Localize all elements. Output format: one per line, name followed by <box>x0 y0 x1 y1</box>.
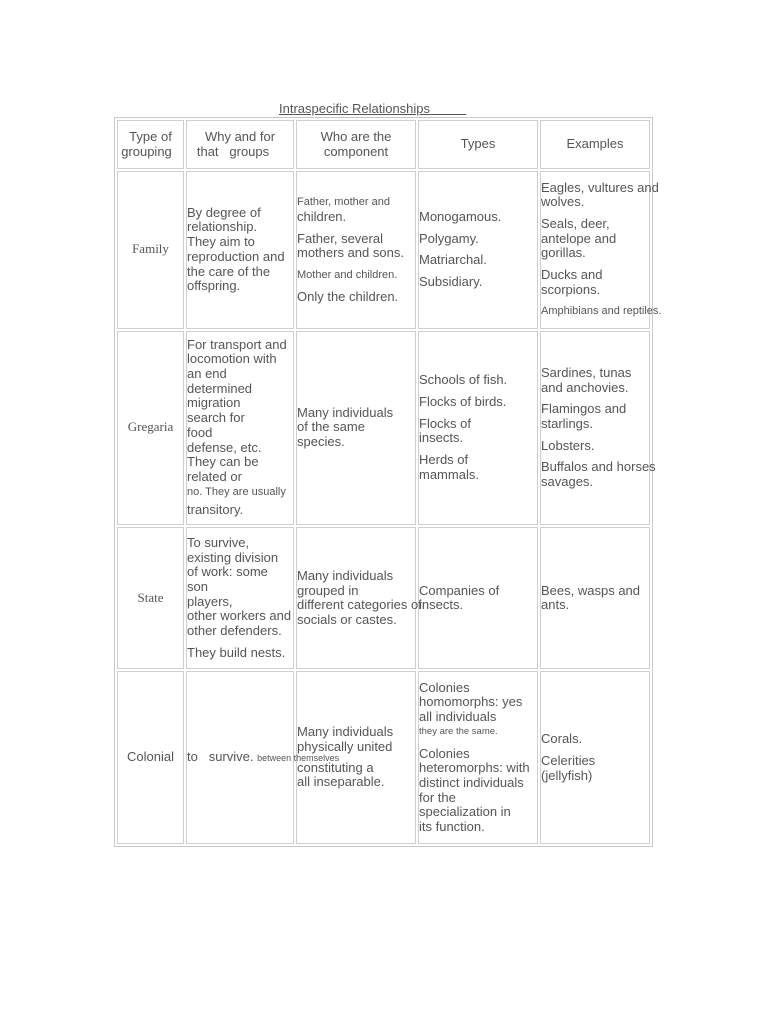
table-row-colonial <box>117 671 650 844</box>
family-examples-cell: Eagles, vultures and wolves. Seals, deer, antelope and gorillas. Ducks and scorpions. Amphibians and reptiles. <box>540 171 650 328</box>
state-why-cell: To survive, existing division of work: some son players, other workers and other defenders. They build nests. <box>186 527 294 669</box>
header-type-of-grouping: Type of grouping <box>117 120 184 169</box>
table-row-gregaria <box>117 331 650 526</box>
colonial-who-cell: Many individuals physically united constituting a all inseparable. <box>296 671 416 844</box>
family-types-cell: Monogamous. Polygamy. Matriarchal. Subsidiary. <box>418 171 538 328</box>
colonial-types-cell: Colonies homomorphs: yes all individuals they are the same. Colonies heteromorphs: with distinct individuals for the specialization in its function. <box>418 671 538 844</box>
header-who-are-the-component: Who are the component <box>296 120 416 169</box>
gregaria-who-cell: Many individuals of the same species. <box>296 331 416 526</box>
header-why-and-for: Why and for that groups <box>186 120 294 169</box>
colonial-examples-cell: Corals. Celerities (jellyfish) <box>540 671 650 844</box>
gregaria-types-cell: Schools of fish. Flocks of birds. Flocks of insects. Herds of mammals. <box>418 331 538 526</box>
header-types: Types <box>418 120 538 169</box>
state-examples-cell: Bees, wasps and ants. <box>540 527 650 669</box>
table-row-state <box>117 527 650 669</box>
header-row <box>117 120 650 169</box>
group-name-gregaria: Gregaria <box>117 331 184 526</box>
relationships-table <box>114 117 662 847</box>
table-row-family <box>117 171 650 328</box>
group-name-state: State <box>117 527 184 669</box>
gregaria-why-cell: For transport and locomotion with an end determined migration search for food defense, etc. They can be related or no. They are usually transitory. <box>186 331 294 526</box>
family-who-cell: Father, mother and children. Father, several mothers and sons. Mother and children. Only the children. <box>296 171 416 328</box>
family-why-cell: By degree of relationship. They aim to reproduction and the care of the offspring. <box>186 171 294 328</box>
state-types-cell: Companies of insects. <box>418 527 538 669</box>
group-name-colonial: Colonial <box>117 671 184 844</box>
gregaria-examples-cell: Sardines, tunas and anchovies. Flamingos and starlings. Lobsters. Buffalos and horses savages. <box>540 331 650 526</box>
document-title: Intraspecific Relationships <box>279 101 431 116</box>
header-examples: Examples <box>540 120 650 169</box>
colonial-why-cell: to survive. between themselves <box>186 671 294 844</box>
state-who-cell: Many individuals grouped in different categories of socials or castes. <box>296 527 416 669</box>
group-name-family: Family <box>117 171 184 328</box>
